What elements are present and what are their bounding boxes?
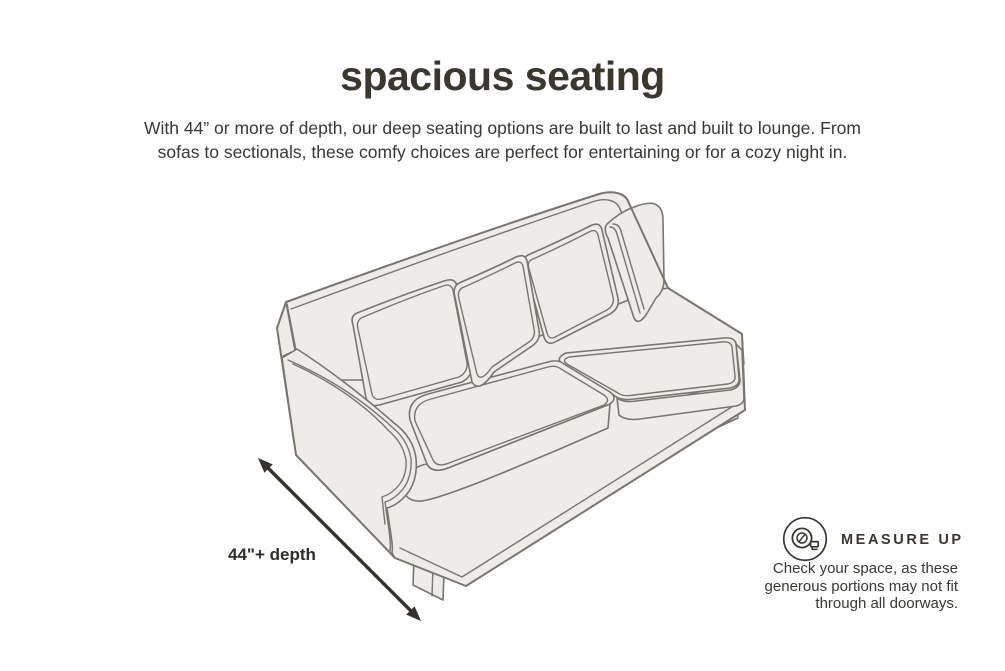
- intro-line-1: With 44” or more of depth, our deep seating options are built to last and built to lounge. From: [144, 118, 861, 138]
- depth-dimension-label: 44"+ depth: [228, 545, 316, 564]
- measure-up-heading: MEASURE UP: [841, 532, 964, 548]
- intro-line-2: sofas to sectionals, these comfy choices are perfect for entertaining or for a cozy night in.: [157, 142, 848, 162]
- measure-up-note-line-1: Check your space, as these: [772, 560, 958, 577]
- tape-measure-icon: [781, 515, 829, 563]
- page-title: spacious seating: [340, 53, 665, 99]
- measure-up-note-line-3: through all doorways.: [815, 595, 958, 612]
- measure-up-note: [728, 560, 958, 613]
- measure-up-note-line-2: generous portions may not fit: [764, 577, 958, 595]
